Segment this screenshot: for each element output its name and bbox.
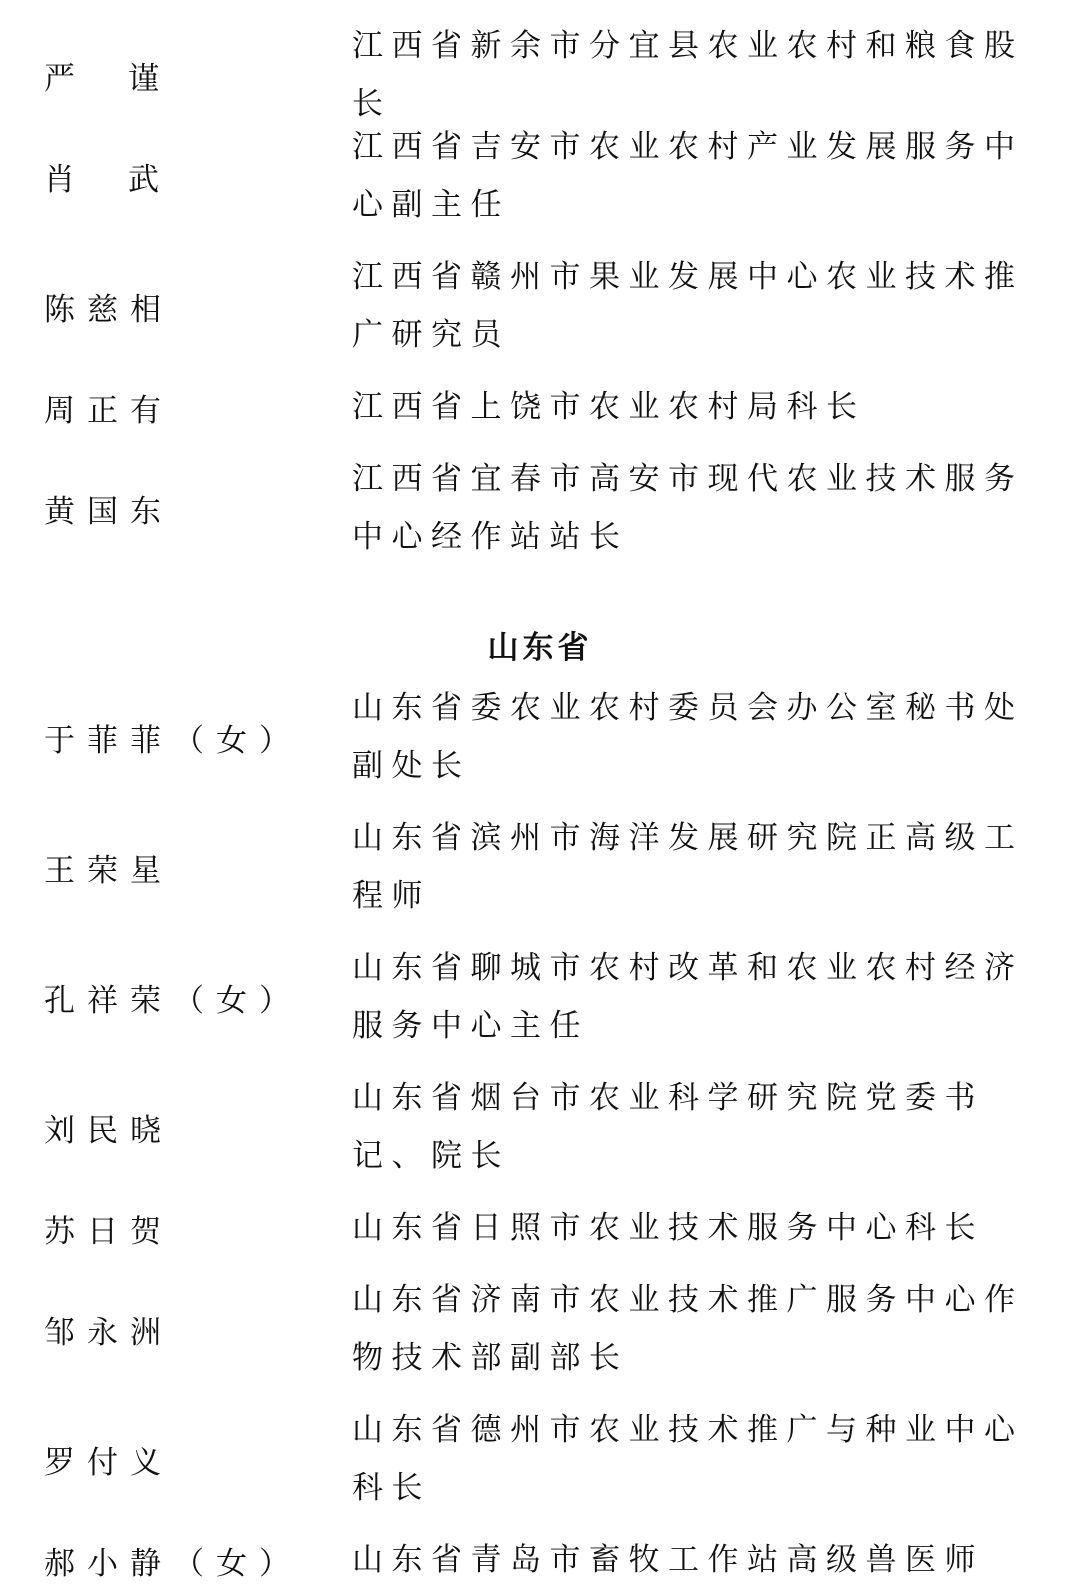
- person-title: 江西省上饶市农业农村局科长: [352, 389, 866, 425]
- person-name: [44, 154, 352, 199]
- person-title: 江西省宜春市高安市现代农业技术服务中心经作站站长: [352, 461, 1024, 555]
- person-title: 山东省委农业农村委员会办公室秘书处副处长: [352, 690, 1024, 784]
- person-name: 郝小静（女）: [44, 1545, 302, 1582]
- person-name: 苏日贺: [44, 1213, 173, 1250]
- list-item: [44, 28, 1036, 122]
- person-title: 山东省济南市农业技术推广服务中心作物技术部副部长: [352, 1282, 1024, 1376]
- list-item: [44, 450, 1036, 566]
- list-item: [44, 378, 1036, 436]
- person-name: [44, 53, 352, 98]
- list-item: [44, 1531, 1036, 1589]
- person-name: 黄国东: [44, 493, 173, 530]
- person-name: 王荣星: [44, 852, 173, 889]
- list-item: [44, 1199, 1036, 1257]
- person-name: 刘民晓: [44, 1112, 173, 1149]
- person-name: 周正有: [44, 392, 173, 429]
- list-item: [44, 939, 1036, 1055]
- person-name: 陈慈相: [44, 291, 173, 328]
- person-title: 江西省新余市分宜县农业农村和粮食股长: [352, 28, 1024, 122]
- person-title: 山东省日照市农业技术服务中心科长: [352, 1210, 984, 1246]
- list-item: [44, 118, 1036, 234]
- person-name: 于菲菲（女）: [44, 722, 302, 759]
- person-title: 山东省青岛市畜牧工作站高级兽医师: [352, 1542, 984, 1578]
- list-item: [44, 1069, 1036, 1185]
- name-char: 谨: [128, 60, 159, 97]
- section-heading: 山东省: [487, 630, 593, 666]
- list-item: [44, 679, 1036, 795]
- name-char: 肖: [44, 161, 75, 198]
- person-title: 山东省烟台市农业科学研究院党委书记、院长: [352, 1080, 984, 1174]
- person-title: 山东省德州市农业技术推广与种业中心科长: [352, 1412, 1024, 1506]
- person-title: 江西省吉安市农业农村产业发展服务中心副主任: [352, 129, 1024, 223]
- person-title: 山东省滨州市海洋发展研究院正高级工程师: [352, 820, 1024, 914]
- list-item: [44, 248, 1036, 364]
- person-name: 邹永洲: [44, 1314, 173, 1351]
- person-name: 罗付义: [44, 1444, 173, 1481]
- person-title: 山东省聊城市农村改革和农业农村经济服务中心主任: [352, 950, 1024, 1044]
- person-title: 江西省赣州市果业发展中心农业技术推广研究员: [352, 259, 1024, 353]
- name-char: 严: [44, 60, 75, 97]
- name-char: 武: [128, 161, 159, 198]
- list-item: [44, 809, 1036, 925]
- list-item: [44, 1271, 1036, 1387]
- list-item: [44, 1401, 1036, 1517]
- person-name: 孔祥荣（女）: [44, 982, 302, 1019]
